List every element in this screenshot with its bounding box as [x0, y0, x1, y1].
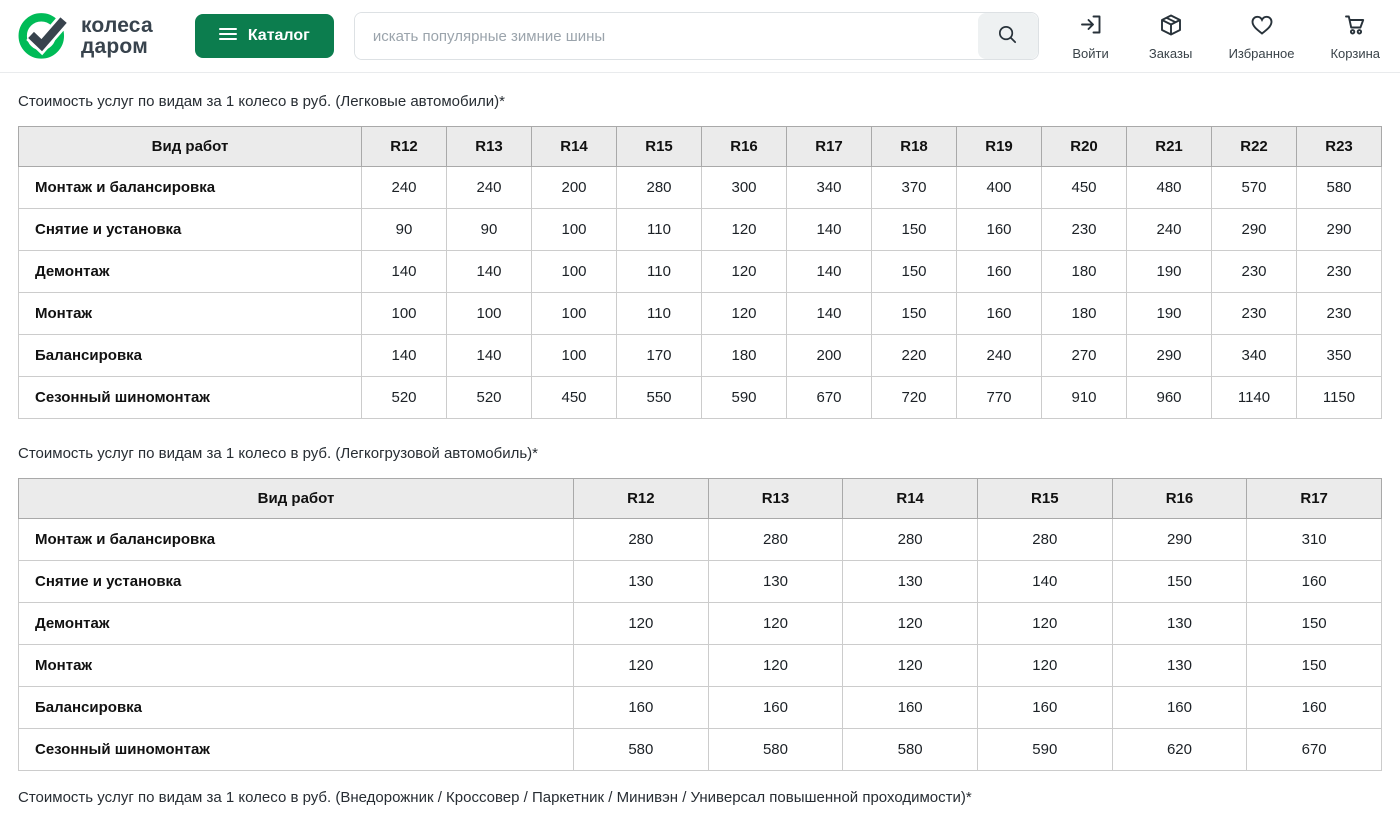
- price-cell: 570: [1212, 167, 1297, 209]
- price-cell: 120: [574, 603, 709, 645]
- price-cell: 200: [532, 167, 617, 209]
- table-row: [19, 293, 1382, 335]
- price-cell: 120: [702, 293, 787, 335]
- price-cell: 290: [1127, 335, 1212, 377]
- price-cell: 240: [957, 335, 1042, 377]
- price-cell: 290: [1112, 519, 1247, 561]
- search-button[interactable]: [978, 13, 1038, 59]
- price-cell: 670: [787, 377, 872, 419]
- price-cell: 150: [872, 209, 957, 251]
- price-cell: 280: [617, 167, 702, 209]
- price-cell: 910: [1042, 377, 1127, 419]
- size-column-header: R16: [1112, 479, 1247, 519]
- table-row: [19, 519, 1382, 561]
- price-cell: 240: [447, 167, 532, 209]
- price-cell: 160: [843, 687, 978, 729]
- passenger-price-table: [18, 126, 1382, 419]
- price-cell: 450: [1042, 167, 1127, 209]
- table-row: [19, 645, 1382, 687]
- size-column-header: R14: [532, 127, 617, 167]
- size-column-header: R21: [1127, 127, 1212, 167]
- price-cell: 340: [1212, 335, 1297, 377]
- login-label: Войти: [1072, 45, 1109, 61]
- price-cell: 160: [957, 251, 1042, 293]
- price-cell: 110: [617, 251, 702, 293]
- price-cell: 280: [843, 519, 978, 561]
- price-cell: 350: [1297, 335, 1382, 377]
- cart-button[interactable]: [1330, 12, 1380, 61]
- price-cell: 120: [843, 645, 978, 687]
- price-cell: 130: [843, 561, 978, 603]
- size-column-header: R20: [1042, 127, 1127, 167]
- logo-checkmark-icon: [18, 8, 72, 65]
- price-cell: 100: [532, 251, 617, 293]
- passenger-section-title: Стоимость услуг по видам за 1 колесо в руб. (Легковые автомобили)*: [18, 93, 505, 110]
- price-cell: 140: [787, 251, 872, 293]
- price-cell: 400: [957, 167, 1042, 209]
- price-cell: 230: [1297, 293, 1382, 335]
- price-cell: 580: [574, 729, 709, 771]
- price-cell: 520: [362, 377, 447, 419]
- price-cell: 140: [977, 561, 1112, 603]
- price-cell: 770: [957, 377, 1042, 419]
- price-cell: 190: [1127, 251, 1212, 293]
- price-cell: 190: [1127, 293, 1212, 335]
- price-cell: 480: [1127, 167, 1212, 209]
- price-cell: 150: [1112, 561, 1247, 603]
- suv-section-title: Стоимость услуг по видам за 1 колесо в руб. (Внедорожник / Кроссовер / Паркетник / Минивэн / Универсал повышенной проходимости)*: [18, 789, 972, 806]
- price-cell: 1140: [1212, 377, 1297, 419]
- table-header-row: [19, 479, 1382, 519]
- price-cell: 120: [708, 603, 843, 645]
- login-icon: [1078, 12, 1104, 43]
- work-type-column-header: Вид работ: [19, 479, 574, 519]
- price-cell: 180: [1042, 251, 1127, 293]
- light-truck-section-title: Стоимость услуг по видам за 1 колесо в руб. (Легкогрузовой автомобиль)*: [18, 445, 539, 462]
- price-cell: 310: [1247, 519, 1382, 561]
- size-column-header: R17: [787, 127, 872, 167]
- price-cell: 550: [617, 377, 702, 419]
- price-cell: 290: [1297, 209, 1382, 251]
- price-cell: 140: [362, 251, 447, 293]
- price-cell: 240: [362, 167, 447, 209]
- price-cell: 120: [702, 251, 787, 293]
- search-icon: [996, 23, 1019, 49]
- row-label-cell: Демонтаж: [19, 251, 362, 293]
- price-cell: 160: [957, 209, 1042, 251]
- table-row: [19, 377, 1382, 419]
- table-row: [19, 603, 1382, 645]
- size-column-header: R22: [1212, 127, 1297, 167]
- price-cell: 140: [787, 209, 872, 251]
- price-cell: 100: [532, 293, 617, 335]
- light-truck-price-table: [18, 478, 1382, 771]
- price-cell: 170: [617, 335, 702, 377]
- row-label-cell: Сезонный шиномонтаж: [19, 729, 574, 771]
- price-cell: 180: [1042, 293, 1127, 335]
- price-cell: 130: [1112, 603, 1247, 645]
- orders-box-icon: [1158, 12, 1184, 43]
- price-cell: 180: [702, 335, 787, 377]
- site-logo[interactable]: [18, 8, 153, 65]
- price-cell: 200: [787, 335, 872, 377]
- price-cell: 120: [574, 645, 709, 687]
- price-cell: 140: [787, 293, 872, 335]
- price-cell: 100: [447, 293, 532, 335]
- row-label-cell: Сезонный шиномонтаж: [19, 377, 362, 419]
- price-cell: 90: [447, 209, 532, 251]
- size-column-header: R13: [447, 127, 532, 167]
- row-label-cell: Балансировка: [19, 687, 574, 729]
- cart-label: Корзина: [1330, 45, 1380, 61]
- price-cell: 120: [708, 645, 843, 687]
- login-button[interactable]: [1069, 12, 1113, 61]
- price-cell: 300: [702, 167, 787, 209]
- row-label-cell: Демонтаж: [19, 603, 574, 645]
- price-cell: 150: [872, 251, 957, 293]
- table-row: [19, 167, 1382, 209]
- price-cell: 160: [1247, 687, 1382, 729]
- price-cell: 160: [977, 687, 1112, 729]
- site-header: [0, 0, 1400, 73]
- price-cell: 270: [1042, 335, 1127, 377]
- price-cell: 150: [1247, 645, 1382, 687]
- row-label-cell: Снятие и установка: [19, 561, 574, 603]
- price-cell: 120: [702, 209, 787, 251]
- table-row: [19, 561, 1382, 603]
- price-cell: 220: [872, 335, 957, 377]
- size-column-header: R12: [574, 479, 709, 519]
- price-cell: 160: [1247, 561, 1382, 603]
- favorites-label: Избранное: [1228, 45, 1295, 61]
- size-column-header: R12: [362, 127, 447, 167]
- price-cell: 580: [843, 729, 978, 771]
- price-cell: 670: [1247, 729, 1382, 771]
- catalog-button-label: Каталог: [247, 27, 310, 44]
- table-row: [19, 209, 1382, 251]
- price-cell: 130: [574, 561, 709, 603]
- table-header-row: [19, 127, 1382, 167]
- price-cell: 130: [1112, 645, 1247, 687]
- price-cell: 280: [574, 519, 709, 561]
- price-cell: 370: [872, 167, 957, 209]
- orders-label: Заказы: [1148, 45, 1193, 61]
- price-cell: 140: [447, 335, 532, 377]
- price-cell: 100: [362, 293, 447, 335]
- price-cell: 230: [1042, 209, 1127, 251]
- table-row: [19, 687, 1382, 729]
- logo-text: колеса даром: [81, 14, 153, 58]
- price-cell: 100: [532, 209, 617, 251]
- price-cell: 120: [977, 645, 1112, 687]
- price-cell: 450: [532, 377, 617, 419]
- price-cell: 100: [532, 335, 617, 377]
- price-cell: 160: [574, 687, 709, 729]
- heart-icon: [1249, 12, 1275, 43]
- price-cell: 280: [977, 519, 1112, 561]
- size-column-header: R15: [977, 479, 1112, 519]
- price-cell: 960: [1127, 377, 1212, 419]
- row-label-cell: Монтаж: [19, 293, 362, 335]
- cart-icon: [1342, 12, 1368, 43]
- row-label-cell: Монтаж и балансировка: [19, 167, 362, 209]
- size-column-header: R19: [957, 127, 1042, 167]
- price-cell: 1150: [1297, 377, 1382, 419]
- price-cell: 160: [708, 687, 843, 729]
- price-cell: 230: [1212, 293, 1297, 335]
- price-cell: 110: [617, 209, 702, 251]
- size-column-header: R18: [872, 127, 957, 167]
- row-label-cell: Монтаж и балансировка: [19, 519, 574, 561]
- price-cell: 150: [1247, 603, 1382, 645]
- row-label-cell: Снятие и установка: [19, 209, 362, 251]
- size-column-header: R15: [617, 127, 702, 167]
- search-input[interactable]: [355, 13, 978, 59]
- price-cell: 590: [702, 377, 787, 419]
- table-row: [19, 335, 1382, 377]
- price-cell: 120: [843, 603, 978, 645]
- price-cell: 130: [708, 561, 843, 603]
- table-row: [19, 251, 1382, 293]
- orders-button[interactable]: [1149, 12, 1193, 61]
- size-column-header: R23: [1297, 127, 1382, 167]
- price-lists-page: [0, 73, 1400, 806]
- row-label-cell: Монтаж: [19, 645, 574, 687]
- search-bar: [354, 12, 1039, 60]
- price-cell: 720: [872, 377, 957, 419]
- catalog-button[interactable]: [195, 14, 334, 58]
- price-cell: 520: [447, 377, 532, 419]
- favorites-button[interactable]: [1229, 12, 1295, 61]
- table-row: [19, 729, 1382, 771]
- hamburger-icon: [219, 27, 237, 46]
- price-cell: 140: [447, 251, 532, 293]
- size-column-header: R16: [702, 127, 787, 167]
- size-column-header: R13: [708, 479, 843, 519]
- work-type-column-header: Вид работ: [19, 127, 362, 167]
- price-cell: 110: [617, 293, 702, 335]
- size-column-header: R17: [1247, 479, 1382, 519]
- price-cell: 230: [1297, 251, 1382, 293]
- price-cell: 620: [1112, 729, 1247, 771]
- price-cell: 150: [872, 293, 957, 335]
- price-cell: 280: [708, 519, 843, 561]
- price-cell: 240: [1127, 209, 1212, 251]
- price-cell: 590: [977, 729, 1112, 771]
- price-cell: 160: [957, 293, 1042, 335]
- header-nav: [1069, 12, 1380, 61]
- price-cell: 580: [708, 729, 843, 771]
- price-cell: 340: [787, 167, 872, 209]
- price-cell: 160: [1112, 687, 1247, 729]
- row-label-cell: Балансировка: [19, 335, 362, 377]
- price-cell: 140: [362, 335, 447, 377]
- price-cell: 230: [1212, 251, 1297, 293]
- price-cell: 290: [1212, 209, 1297, 251]
- price-cell: 580: [1297, 167, 1382, 209]
- price-cell: 120: [977, 603, 1112, 645]
- price-cell: 90: [362, 209, 447, 251]
- size-column-header: R14: [843, 479, 978, 519]
